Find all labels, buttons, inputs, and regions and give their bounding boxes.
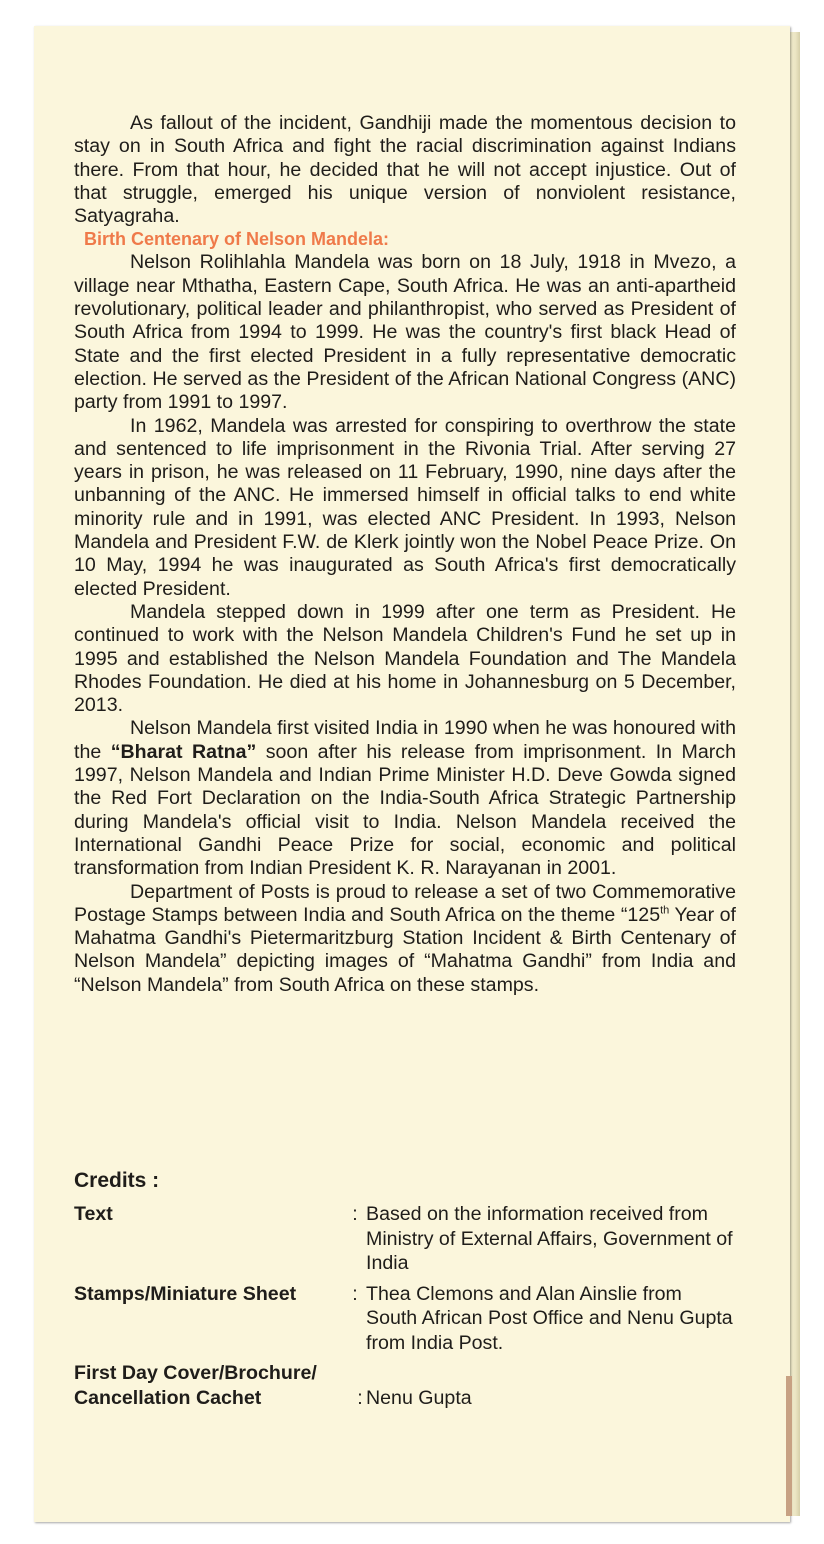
paragraph-mandela-india bbox=[74, 717, 736, 880]
paragraph-satyagraha: As fallout of the incident, Gandhiji made the momentous decision to stay on in South Africa and fight the racial discrimination against Indians there. From that hour, he decided that he will not accept injustice. Out of that struggle, emerged his unique version of nonviolent resistance, Satyagraha. bbox=[74, 112, 736, 228]
page-edge-tab bbox=[786, 1376, 792, 1516]
paragraph-mandela-imprisonment: In 1962, Mandela was arrested for conspiring to overthrow the state and sentenced to life imprisonment in the Rivonia Trial. After serving 27 years in prison, he was released on 11 February, 1990, nine days after the unbanning of the ANC. He immersed himself in official talks to end white minority rule and in 1991, was elected ANC President. In 1993, Nelson Mandela and President F.W. de Klerk jointly won the Nobel Peace Prize. On 10 May, 1994 he was inaugurated as South Africa's first democratically elected President. bbox=[74, 414, 736, 600]
credit-row-stamps bbox=[74, 1282, 734, 1356]
paragraph-text: Nelson Mandela first visited India in 1990 when he was honoured with the bbox=[74, 717, 736, 763]
credit-label: First Day Cover/Brochure/ Cancellation Cachet bbox=[74, 1362, 317, 1409]
credit-row-text bbox=[74, 1202, 734, 1276]
bharat-ratna-emphasis: “Bharat Ratna” bbox=[110, 740, 257, 763]
credit-colon: : bbox=[352, 1203, 358, 1225]
section-heading: Birth Centenary of Nelson Mandela: bbox=[84, 229, 390, 250]
credit-colon: : bbox=[352, 1282, 358, 1305]
paragraph-mandela-birth: Nelson Rolihlahla Mandela was born on 18 July, 1918 in Mvezo, a village near Mthatha, Eastern Cape, South Africa. He was an anti-apartheid revolutionary, political leader and philanthropist, who served as President of South Africa from 1994 to 1999. He was the country's first black Head of State and the first elected President in a fully representative democratic election. He served as the President of the African National Congress (ANC) party from 1991 to 1997. bbox=[74, 251, 736, 414]
credit-row-first-day-cover bbox=[74, 1361, 734, 1410]
paragraph-text: Year of Mahatma Gandhi's Pietermaritzburg Station Incident & Birth Centenary of Nelson Mandela” depicting images of “Mahatma Gandhi” from India and “Nelson Mandela” from South Africa on these stamps. bbox=[74, 903, 736, 996]
credit-value: Thea Clemons and Alan Ainslie from South African Post Office and Nenu Gupta from India Post. bbox=[366, 1282, 733, 1354]
brochure-text bbox=[74, 112, 736, 997]
paragraph-text: soon after his release from imprisonment. In March 1997, Nelson Mandela and Indian Prime Minister H.D. Deve Gowda signed the Red Fort Declaration on the India-South Africa Strategic Partnership during Mandela's official visit to India. Nelson Mandela received the International Gandhi Peace Prize for social, economic and political transformation from Indian President K. R. Narayanan in 2001. bbox=[74, 740, 736, 880]
credit-value: Based on the information received from Ministry of External Affairs, Government of India bbox=[366, 1203, 733, 1274]
credit-colon: : bbox=[357, 1386, 363, 1409]
paragraph-text: Department of Posts is proud to release a set of two Commemorative Postage Stamps between India and South Africa on the theme “125 bbox=[74, 880, 736, 926]
credits-section bbox=[74, 1168, 734, 1416]
credit-value: Nenu Gupta bbox=[366, 1386, 472, 1409]
credit-label: Stamps/Miniature Sheet bbox=[74, 1282, 297, 1305]
credits-title: Credits : bbox=[74, 1169, 160, 1192]
paragraph-mandela-later-life: Mandela stepped down in 1999 after one term as President. He continued to work with the Nelson Mandela Children's Fund he set up in 1995 and established the Nelson Mandela Foundation and The Mandela Rhodes Foundation. He died at his home in Johannesburg on 5 December, 2013. bbox=[74, 600, 736, 717]
ordinal-superscript: th bbox=[660, 904, 670, 917]
credit-label: Text bbox=[74, 1203, 113, 1225]
paragraph-stamp-release bbox=[74, 881, 736, 997]
